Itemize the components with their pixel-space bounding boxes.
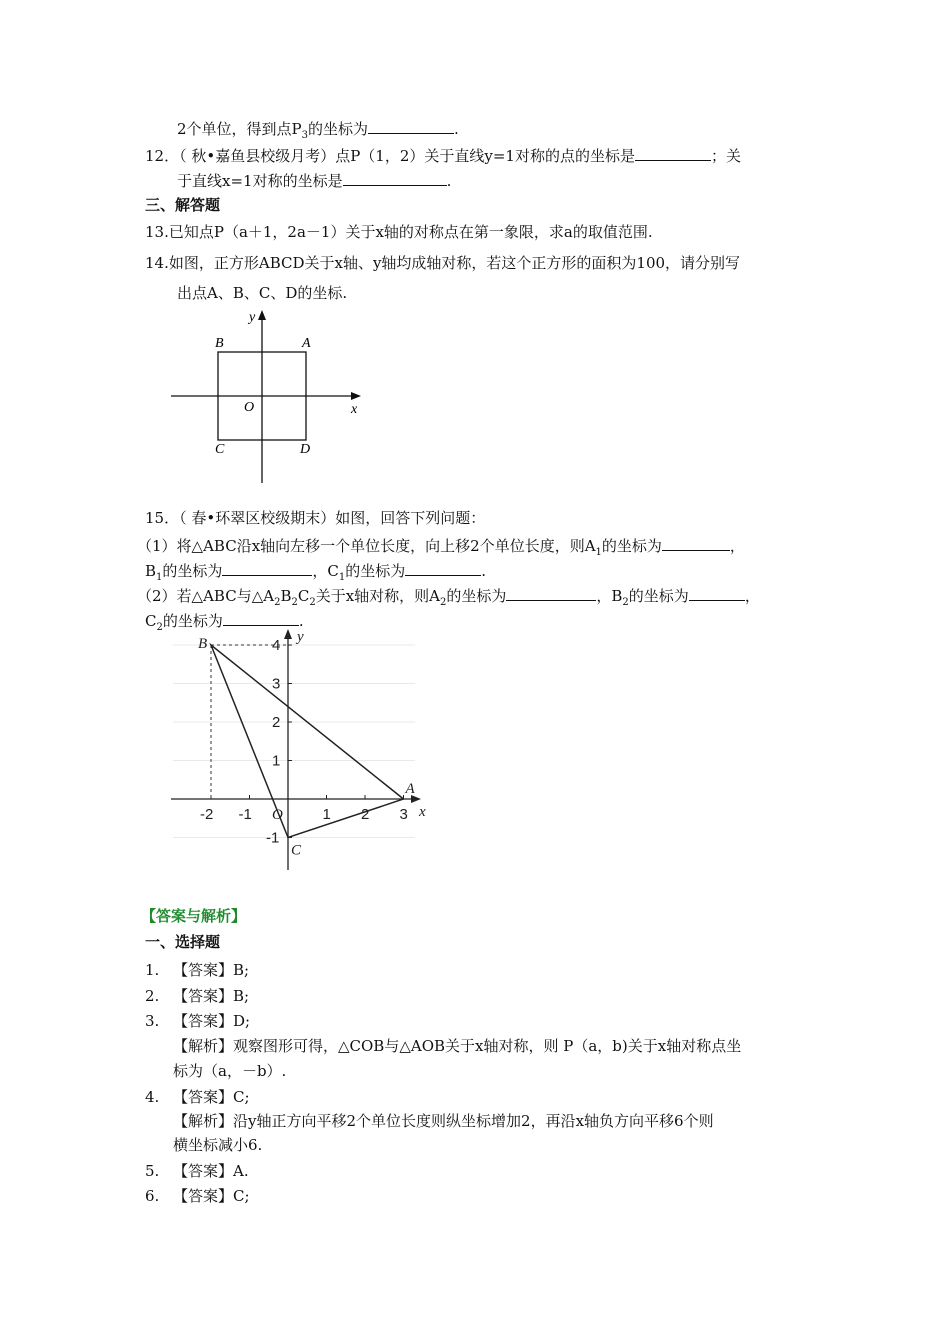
section3-title: 三、解答题 — [145, 196, 221, 214]
square-figure — [165, 305, 380, 490]
answer-item: 【答案】A. — [173, 1162, 249, 1180]
y-tick-label: 3 — [272, 675, 281, 693]
answer-number: 4. — [145, 1088, 160, 1106]
q15-part2-line1: （2）若△ABC与$\triangle A_2B_2C_2$关于x轴对称，则$A_2$的坐标为 ，$B_2$的坐标为 ， — [137, 587, 760, 608]
answer-blank[interactable] — [223, 610, 299, 626]
y-axis-arrow-icon — [284, 629, 292, 639]
answer-blank[interactable] — [343, 170, 447, 186]
answer-number: 1. — [145, 961, 160, 979]
answer-blank[interactable] — [635, 145, 711, 161]
x-tick-label: -1 — [238, 806, 252, 823]
triangle-figure — [165, 625, 445, 875]
q12-line2: 于直线x=1对称的坐标是 . — [177, 172, 452, 190]
explanation-line: 标为（a，－b）. — [173, 1062, 287, 1080]
q13: 13.已知点P（a＋1，2a－1）关于x轴的对称点在第一象限，求a的取值范围. — [145, 223, 653, 241]
answer-item: 【答案】C; — [173, 1187, 250, 1205]
y-axis-label: y — [249, 310, 256, 325]
y-axis-label: y — [297, 629, 304, 645]
y-tick-label: -1 — [266, 829, 280, 847]
explanation-line: 【解析】观察图形可得，△COB与△AOB关于x轴对称，则 P（a，b)关于x轴对称点坐 — [173, 1037, 742, 1055]
answers-section1: 一、选择题 — [145, 933, 221, 951]
x-axis-label: x — [351, 402, 358, 417]
answers-title: 【答案与解析】 — [141, 907, 247, 925]
x-tick-label: 1 — [322, 806, 331, 823]
origin-label: O — [272, 807, 283, 823]
x-tick-label: 2 — [361, 806, 370, 823]
point-b-label: B — [198, 636, 208, 652]
q12-line1: 12．（ 秋•嘉鱼县校级月考）点P（1，2）关于直线y=1对称的点的坐标是 ；关 — [145, 147, 741, 165]
point-c-label: C — [291, 842, 302, 859]
answer-blank[interactable] — [506, 585, 596, 601]
q14-line2: 出点A、B、C、D的坐标. — [177, 284, 348, 302]
y-axis-arrow-icon — [258, 310, 266, 320]
answer-number: 5. — [145, 1162, 160, 1180]
answer-blank[interactable] — [405, 560, 481, 576]
x-tick-label: -2 — [200, 806, 214, 823]
point-d-label: D — [300, 442, 311, 457]
answer-item: 【答案】B; — [173, 961, 250, 979]
q15-part1-line2: $B_1$的坐标为 ，$C_1$的坐标为 . — [145, 562, 487, 583]
x-axis-arrow-icon — [351, 392, 361, 400]
answer-number: 2. — [145, 987, 160, 1005]
explanation-line: 横坐标减小6. — [173, 1136, 263, 1154]
origin-label: O — [244, 400, 255, 415]
answer-number: 3. — [145, 1012, 160, 1030]
answer-item: 【答案】B; — [173, 987, 250, 1005]
q14-line1: 14.如图，正方形ABCD关于x轴、y轴均成轴对称，若这个正方形的面积为100，请分别写 — [145, 254, 741, 272]
answer-item: 【答案】C; — [173, 1088, 250, 1106]
point-c-label: C — [215, 442, 225, 457]
point-b-label: B — [215, 336, 224, 351]
answer-blank[interactable] — [368, 118, 454, 134]
q15-stem: 15．（ 春•环翠区校级期末）如图，回答下列问题： — [145, 509, 486, 527]
explanation-line: 【解析】沿y轴正方向平移2个单位长度则纵坐标增加2，再沿x轴负方向平移6个则 — [173, 1112, 714, 1130]
y-tick-label: 4 — [272, 637, 281, 654]
y-tick-label: 1 — [272, 752, 281, 770]
q15-part2-line2: $C_2$的坐标为 . — [145, 612, 304, 633]
answer-blank[interactable] — [689, 585, 745, 601]
q15-part1-line1: （1）将△ABC沿x轴向左移一个单位长度，向上移2个单位长度，则$A_1$的坐标为 ， — [137, 537, 745, 558]
y-tick-label: 2 — [272, 714, 281, 731]
point-a-label: A — [302, 336, 311, 351]
answer-item: 【答案】D; — [173, 1012, 251, 1030]
x-axis-label: x — [419, 804, 426, 820]
answer-number: 6. — [145, 1187, 160, 1205]
answer-blank[interactable] — [662, 535, 730, 551]
q11-continuation: 2个单位，得到点$P_3$的坐标为 . — [177, 120, 459, 141]
point-a-label: A — [405, 781, 415, 797]
answer-blank[interactable] — [222, 560, 312, 576]
x-tick-label: 3 — [399, 806, 408, 823]
